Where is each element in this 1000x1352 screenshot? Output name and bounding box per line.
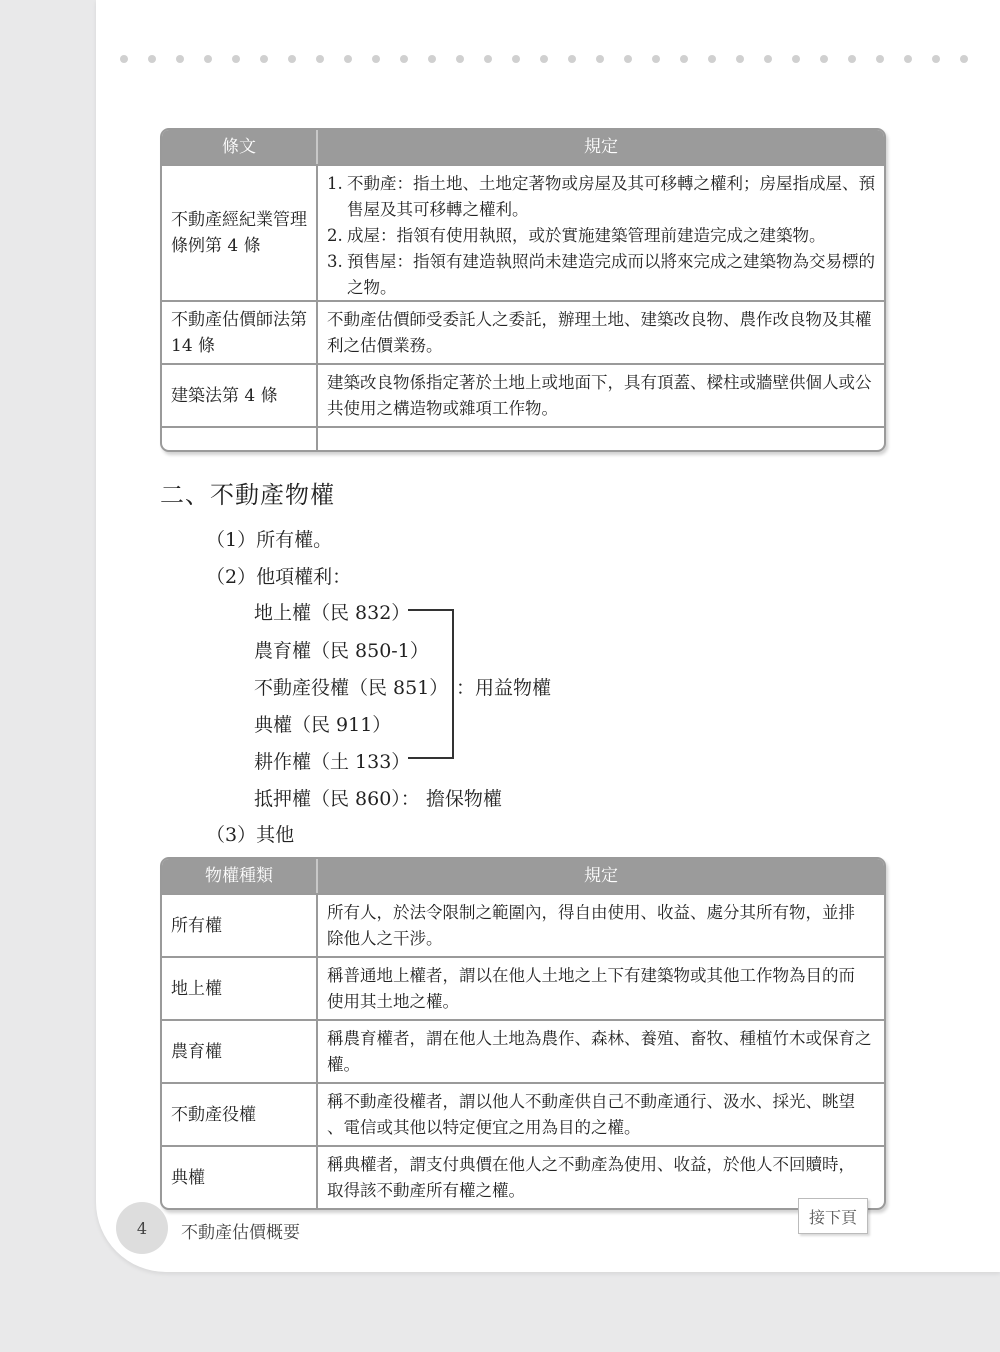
dot-icon — [960, 55, 968, 63]
rule-cell: 稱不動產役權者，謂以他人不動產供自己不動產通行、汲水、採光、眺望 、電信或其他以特定便宜之用為目的之權。 — [327, 1092, 855, 1137]
dot-icon — [484, 55, 492, 63]
rule-cell: 建築改良物係指定著於土地上或地面下，具有頂蓋、樑柱或牆壁供個人或公共使用之構造物或雜項工作物。 — [327, 373, 872, 418]
right-cultivation: 耕作權（土 133） — [254, 751, 411, 773]
decorative-dots — [120, 55, 980, 67]
dot-icon — [372, 55, 380, 63]
dot-icon — [260, 55, 268, 63]
dot-icon — [176, 55, 184, 63]
dot-icon — [932, 55, 940, 63]
item-others: （3）其他 — [206, 824, 295, 846]
dot-icon — [708, 55, 716, 63]
table-row — [162, 893, 884, 956]
table-row — [162, 956, 884, 1019]
dot-icon — [428, 55, 436, 63]
item-ownership: （1）所有權。 — [206, 529, 333, 551]
dot-icon — [400, 55, 408, 63]
statute-table — [160, 128, 886, 452]
dot-icon — [680, 55, 688, 63]
table-row — [162, 1145, 884, 1208]
rule-cell: 所有人，於法令限制之範圍內，得自由使用、收益、處分其所有物，並排 除他人之干涉。 — [327, 903, 855, 948]
dot-icon — [316, 55, 324, 63]
type-cell: 農育權 — [162, 1021, 318, 1082]
dot-icon — [288, 55, 296, 63]
right-servitude: 不動產役權（民 851） — [254, 677, 449, 699]
rule-cell: 不動產估價師受委託人之委託，辦理土地、建築改良物、農作改良物及其權利之估價業務。 — [327, 310, 872, 355]
rule-cell: 稱典權者，謂支付典價在他人之不動產為使用、收益，於他人不回贖時， 取得該不動產所有權之權。 — [327, 1155, 855, 1200]
dot-icon — [232, 55, 240, 63]
dot-icon — [904, 55, 912, 63]
table-row — [162, 1019, 884, 1082]
dot-icon — [736, 55, 744, 63]
usufruct-label: ：用益物權 — [456, 677, 552, 699]
header-type: 物權種類 — [162, 859, 318, 893]
dot-icon — [792, 55, 800, 63]
table-header — [162, 859, 884, 893]
section-title: 二、不動產物權 — [160, 481, 335, 509]
dot-icon — [344, 55, 352, 63]
dot-icon — [848, 55, 856, 63]
table-row — [162, 300, 884, 363]
rule-cell — [318, 166, 884, 300]
dot-icon — [512, 55, 520, 63]
dot-icon — [540, 55, 548, 63]
right-superficies: 地上權（民 832） — [254, 602, 411, 624]
right-agricultural: 農育權（民 850-1） — [254, 640, 429, 662]
dot-icon — [652, 55, 660, 63]
header-article: 條文 — [162, 130, 318, 164]
article-cell: 不動產估價師法第 14 條 — [162, 302, 318, 363]
type-cell: 不動產役權 — [162, 1084, 318, 1145]
dot-icon — [120, 55, 128, 63]
real-rights-table — [160, 857, 886, 1210]
dot-icon — [568, 55, 576, 63]
table-empty-row — [162, 426, 884, 450]
rule-cell: 稱普通地上權者，謂以在他人土地之上下有建築物或其他工作物為目的而 使用其土地之權。 — [327, 966, 855, 1011]
table-row — [162, 1082, 884, 1145]
right-dian: 典權（民 911） — [254, 714, 392, 736]
table-header — [162, 130, 884, 164]
article-cell: 建築法第 4 條 — [162, 365, 318, 426]
page-number: 4 — [116, 1202, 168, 1254]
right-mortgage: 抵押權（民 860）： 擔保物權 — [254, 788, 502, 810]
table-row — [162, 363, 884, 426]
list-item: 2. 成屋：指領有使用執照，或於實施建築管理前建造完成之建築物。 — [327, 226, 826, 245]
next-page-label: 接下頁 — [798, 1198, 868, 1234]
header-rule: 規定 — [584, 866, 618, 886]
type-cell: 地上權 — [162, 958, 318, 1019]
table-row — [162, 164, 884, 300]
dot-icon — [148, 55, 156, 63]
header-rule: 規定 — [584, 137, 618, 157]
list-item: 1. 不動產：指土地、土地定著物或房屋及其可移轉之權利；房屋指成屋、預售屋及其可移轉之權利。 — [327, 174, 875, 219]
dot-icon — [876, 55, 884, 63]
article-cell: 不動產經紀業管理條例第 4 條 — [162, 166, 318, 300]
book-title: 不動產估價概要 — [181, 1223, 300, 1243]
list-item: 3. 預售屋：指領有建造執照尚未建造完成而以將來完成之建築物為交易標的之物。 — [327, 252, 875, 297]
type-cell: 所有權 — [162, 895, 318, 956]
grouping-bracket — [408, 609, 454, 759]
dot-icon — [596, 55, 604, 63]
dot-icon — [204, 55, 212, 63]
item-other-rights: （2）他項權利： — [206, 566, 352, 588]
dot-icon — [624, 55, 632, 63]
rule-cell: 稱農育權者，謂在他人土地為農作、森林、養殖、畜牧、種植竹木或保育之權。 — [327, 1029, 872, 1074]
dot-icon — [820, 55, 828, 63]
dot-icon — [764, 55, 772, 63]
dot-icon — [456, 55, 464, 63]
type-cell: 典權 — [162, 1147, 318, 1208]
